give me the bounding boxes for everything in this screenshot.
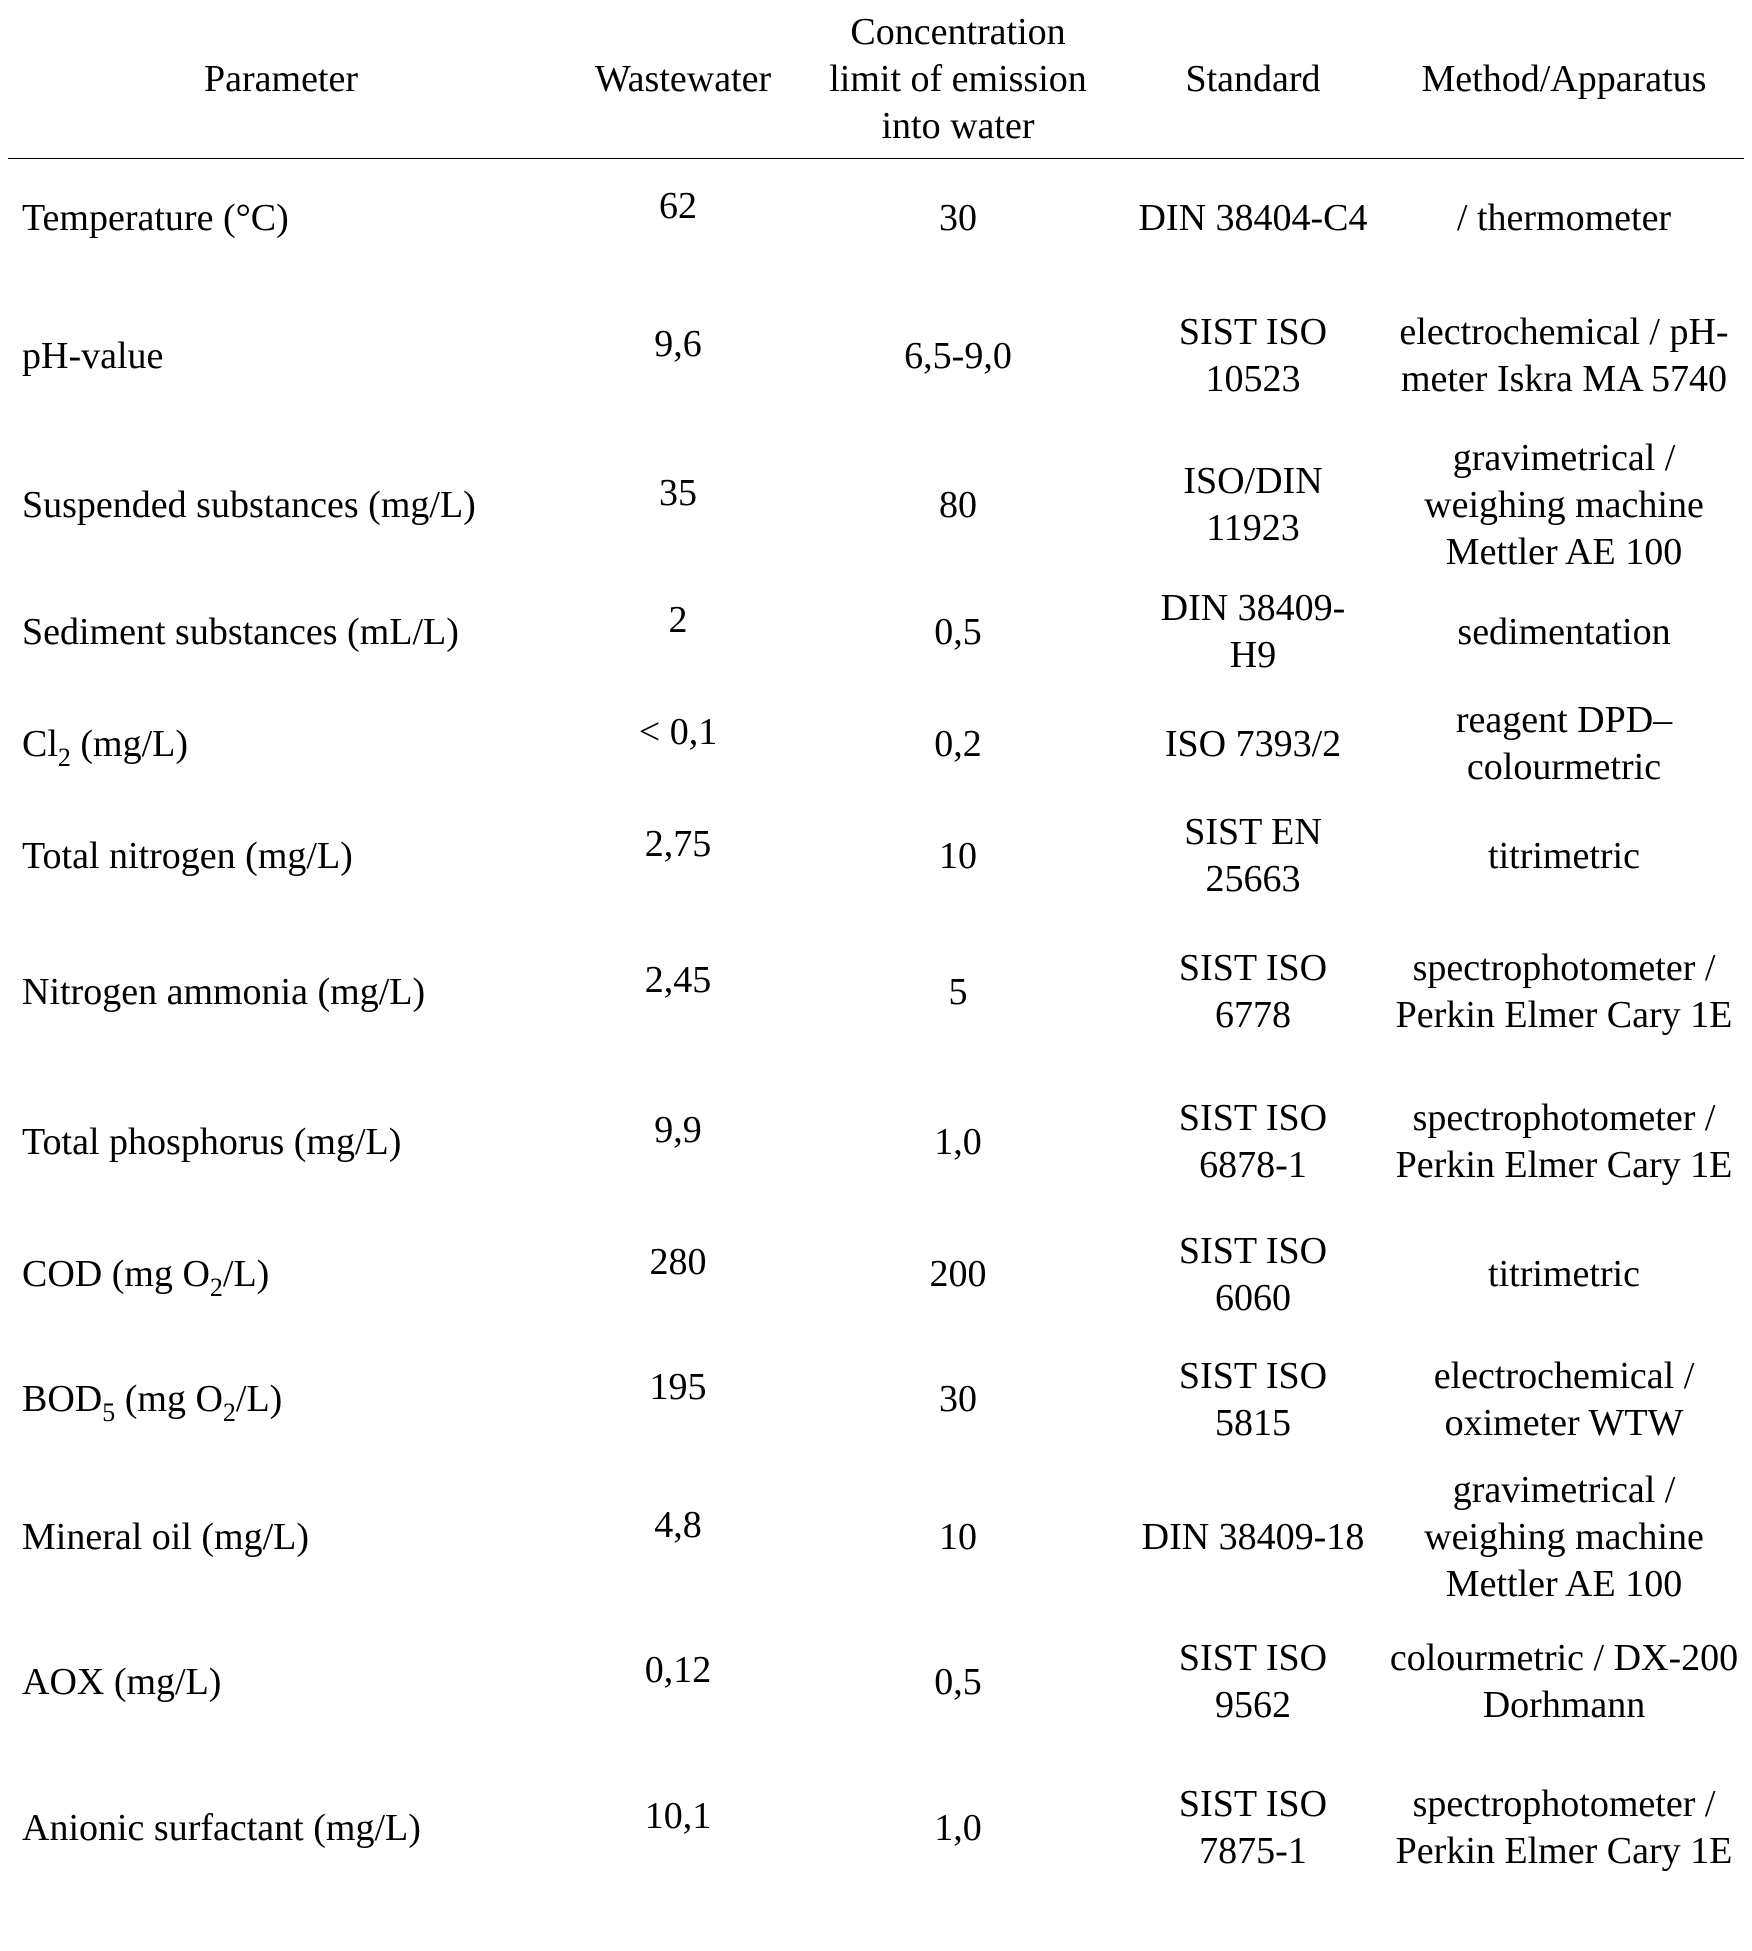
cell-wastewater: 62 <box>659 185 697 227</box>
cell-wastewater: 2,75 <box>644 822 712 865</box>
table-row <box>8 800 1744 912</box>
cell-limit: 0,5 <box>934 610 982 653</box>
cell-parameter: Suspended substances (mg/L) <box>22 483 476 526</box>
cell-limit: 0,5 <box>934 1660 982 1703</box>
cell-parameter: $Cl_2$ (mg/L) <box>22 722 189 772</box>
cell-method: reagent DPD– colourmetric <box>1455 699 1673 788</box>
table-row <box>8 1337 1744 1462</box>
cell-method: electrochemical / oximeter WTW <box>1433 1354 1695 1444</box>
cell-method: gravimetrical / weighing machine Mettler AE 100 <box>1424 436 1704 573</box>
cell-limit: 10 <box>939 834 977 877</box>
header-wastewater: Wastewater <box>594 57 772 100</box>
cell-parameter: Anionic surfactant (mg/L) <box>22 1806 421 1849</box>
cell-wastewater: 35 <box>659 471 697 514</box>
cell-limit: 0,2 <box>934 722 982 765</box>
cell-wastewater: 0,12 <box>644 1648 712 1691</box>
cell-parameter: Total nitrogen (mg/L) <box>22 834 353 877</box>
cell-standard: SIST ISO 5815 <box>1178 1354 1328 1444</box>
cell-limit: 1,0 <box>934 1120 982 1163</box>
cell-wastewater: 2,45 <box>644 958 712 1001</box>
cell-method: electrochemical / pH-meter Iskra MA 5740 <box>1399 311 1729 400</box>
cell-limit: 5 <box>948 970 968 1013</box>
cell-wastewater: 2 <box>668 598 688 641</box>
header-standard: Standard <box>1185 57 1321 100</box>
cell-wastewater: 4,8 <box>654 1503 702 1546</box>
header-parameter: Parameter <box>203 57 359 100</box>
cell-wastewater: 9,9 <box>654 1108 702 1151</box>
cell-standard: SIST ISO 10523 <box>1178 311 1328 400</box>
cell-wastewater: 195 <box>649 1366 707 1408</box>
cell-parameter: $BOD_5$ (mg $O_2/L$) <box>22 1378 283 1427</box>
cell-wastewater: 9,6 <box>654 322 702 365</box>
cell-parameter: Temperature (°C) <box>22 197 289 239</box>
table-row <box>8 576 1744 688</box>
cell-standard: DIN 38404-C4 <box>1138 197 1368 239</box>
cell-method: / thermometer <box>1456 197 1672 239</box>
cell-standard: SIST ISO 6778 <box>1178 947 1328 1036</box>
table-header <box>8 0 1744 159</box>
cell-standard: SIST ISO 6878-1 <box>1178 1097 1328 1186</box>
cell-wastewater: 10,1 <box>644 1794 712 1837</box>
cell-parameter: pH-value <box>22 334 164 377</box>
cell-limit: 1,0 <box>934 1806 982 1849</box>
cell-parameter: AOX (mg/L) <box>22 1660 222 1703</box>
cell-method: spectrophotometer / Perkin Elmer Cary 1E <box>1395 1097 1733 1186</box>
cell-method: titrimetric <box>1488 834 1640 877</box>
cell-standard: DIN 38409-H9 <box>1160 587 1346 676</box>
cell-parameter: Sediment substances (mL/L) <box>22 610 459 653</box>
table-row <box>8 278 1744 434</box>
cell-limit: 6,5-9,0 <box>904 334 1012 377</box>
table-row <box>8 912 1744 1072</box>
cell-standard: SIST EN 25663 <box>1184 811 1322 900</box>
cell-standard: ISO 7393/2 <box>1164 722 1342 765</box>
header-method: Method/Apparatus <box>1421 57 1707 100</box>
cell-method: gravimetrical / weighing machine Mettler AE 100 <box>1424 1468 1704 1605</box>
table-row <box>8 434 1744 576</box>
cell-parameter: COD (mg $O_2/L$) <box>22 1253 270 1302</box>
cell-standard: DIN 38409-18 <box>1141 1515 1365 1558</box>
table-row <box>8 1072 1744 1212</box>
table-row <box>8 159 1744 278</box>
cell-method: titrimetric <box>1488 1253 1640 1295</box>
data-table <box>8 0 1744 1904</box>
cell-parameter: Mineral oil (mg/L) <box>22 1515 310 1558</box>
cell-limit: 10 <box>939 1515 977 1558</box>
cell-method: spectrophotometer / Perkin Elmer Cary 1E <box>1395 1783 1733 1872</box>
table-row <box>8 1612 1744 1752</box>
cell-standard: SIST ISO 9562 <box>1178 1637 1328 1726</box>
cell-method: colourmetric / DX-200 Dorhmann <box>1389 1637 1739 1726</box>
table-row <box>8 1462 1744 1612</box>
table-row <box>8 1752 1744 1904</box>
cell-method: spectrophotometer / Perkin Elmer Cary 1E <box>1395 947 1733 1036</box>
cell-parameter: Nitrogen ammonia (mg/L) <box>22 970 426 1013</box>
cell-limit: 200 <box>929 1253 987 1295</box>
header-limit: Concentration limit of emission into water <box>829 10 1087 147</box>
table-row <box>8 688 1744 800</box>
cell-limit: 80 <box>939 483 977 526</box>
table-row <box>8 1212 1744 1337</box>
cell-wastewater: < 0,1 <box>638 710 718 753</box>
cell-limit: 30 <box>939 197 977 239</box>
cell-wastewater: 280 <box>649 1241 707 1283</box>
cell-standard: SIST ISO 7875-1 <box>1178 1783 1328 1872</box>
cell-standard: SIST ISO 6060 <box>1178 1229 1328 1319</box>
cell-limit: 30 <box>939 1378 977 1420</box>
cell-method: sedimentation <box>1457 610 1671 653</box>
cell-standard: ISO/DIN 11923 <box>1183 460 1323 549</box>
cell-parameter: Total phosphorus (mg/L) <box>22 1120 402 1163</box>
